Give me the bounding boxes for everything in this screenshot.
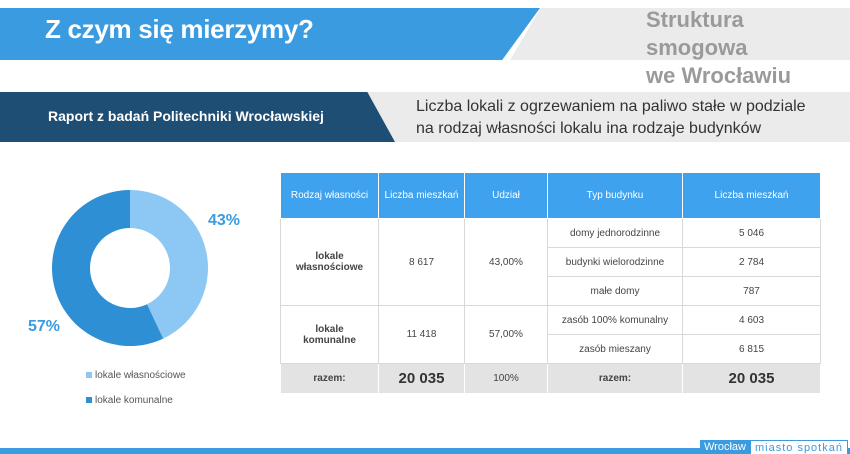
report-source: Raport z badań Politechniki Wrocławskiej: [48, 108, 324, 124]
ownership-cell: lokale komunalne: [281, 306, 379, 364]
total-share: 100%: [465, 364, 548, 394]
slice-label-komunalne: 57%: [28, 318, 61, 335]
table-header-row: [281, 173, 821, 219]
building-count-cell: 2 784: [683, 248, 821, 277]
column-header: Udział: [465, 173, 548, 219]
building-type-cell: budynki wielorodzinne: [548, 248, 683, 277]
donut-chart: [40, 178, 220, 358]
column-header: Typ budynku: [548, 173, 683, 219]
ownership-cell: lokale własnościowe: [281, 219, 379, 306]
building-type-cell: małe domy: [548, 277, 683, 306]
building-count-cell: 6 815: [683, 335, 821, 364]
total-count: 20 035: [379, 364, 465, 394]
legend-item-wlasnosciowe: [86, 368, 186, 382]
total-count-2: 20 035: [683, 364, 821, 394]
city-logo-name: Wrocław: [700, 440, 750, 454]
column-header: Rodzaj własności: [281, 173, 379, 219]
data-table: [280, 172, 821, 394]
chart-legend: [86, 368, 186, 418]
building-count-cell: 4 603: [683, 306, 821, 335]
total-label-2: razem:: [548, 364, 683, 394]
table-row: [281, 306, 821, 335]
chart-description-line-2: na rodzaj własności lokalu ina rodzaje budynków: [416, 120, 762, 137]
legend-label: lokale komunalne: [95, 394, 173, 406]
brand-line-2: we Wrocławiu: [646, 63, 792, 88]
share-cell: 57,00%: [465, 306, 548, 364]
legend-item-komunalne: [86, 393, 186, 407]
building-type-cell: domy jednorodzinne: [548, 219, 683, 248]
share-cell: 43,00%: [465, 219, 548, 306]
chart-description-line-1: Liczba lokali z ogrzewaniem na paliwo stałe w podziale: [416, 98, 806, 115]
count-cell: 11 418: [379, 306, 465, 364]
building-type-cell: zasób 100% komunalny: [548, 306, 683, 335]
column-header: Liczba mieszkań: [683, 173, 821, 219]
table-row: [281, 219, 821, 248]
chart-description: [416, 96, 836, 140]
page-title: Z czym się mierzymy?: [45, 14, 314, 44]
building-count-cell: 787: [683, 277, 821, 306]
legend-swatch: [86, 372, 92, 378]
city-logo: [700, 440, 848, 454]
count-cell: 8 617: [379, 219, 465, 306]
brand-title: [646, 6, 846, 90]
table-total-row: [281, 364, 821, 394]
city-logo-tagline: miasto spotkań: [750, 440, 848, 454]
total-label: razem:: [281, 364, 379, 394]
legend-label: lokale własnościowe: [95, 369, 186, 381]
column-header: Liczba mieszkań: [379, 173, 465, 219]
building-type-cell: zasób mieszany: [548, 335, 683, 364]
slice-label-wlasnosciowe: 43%: [208, 212, 241, 229]
building-count-cell: 5 046: [683, 219, 821, 248]
brand-line-1: Struktura smogowa: [646, 7, 748, 60]
legend-swatch: [86, 397, 92, 403]
